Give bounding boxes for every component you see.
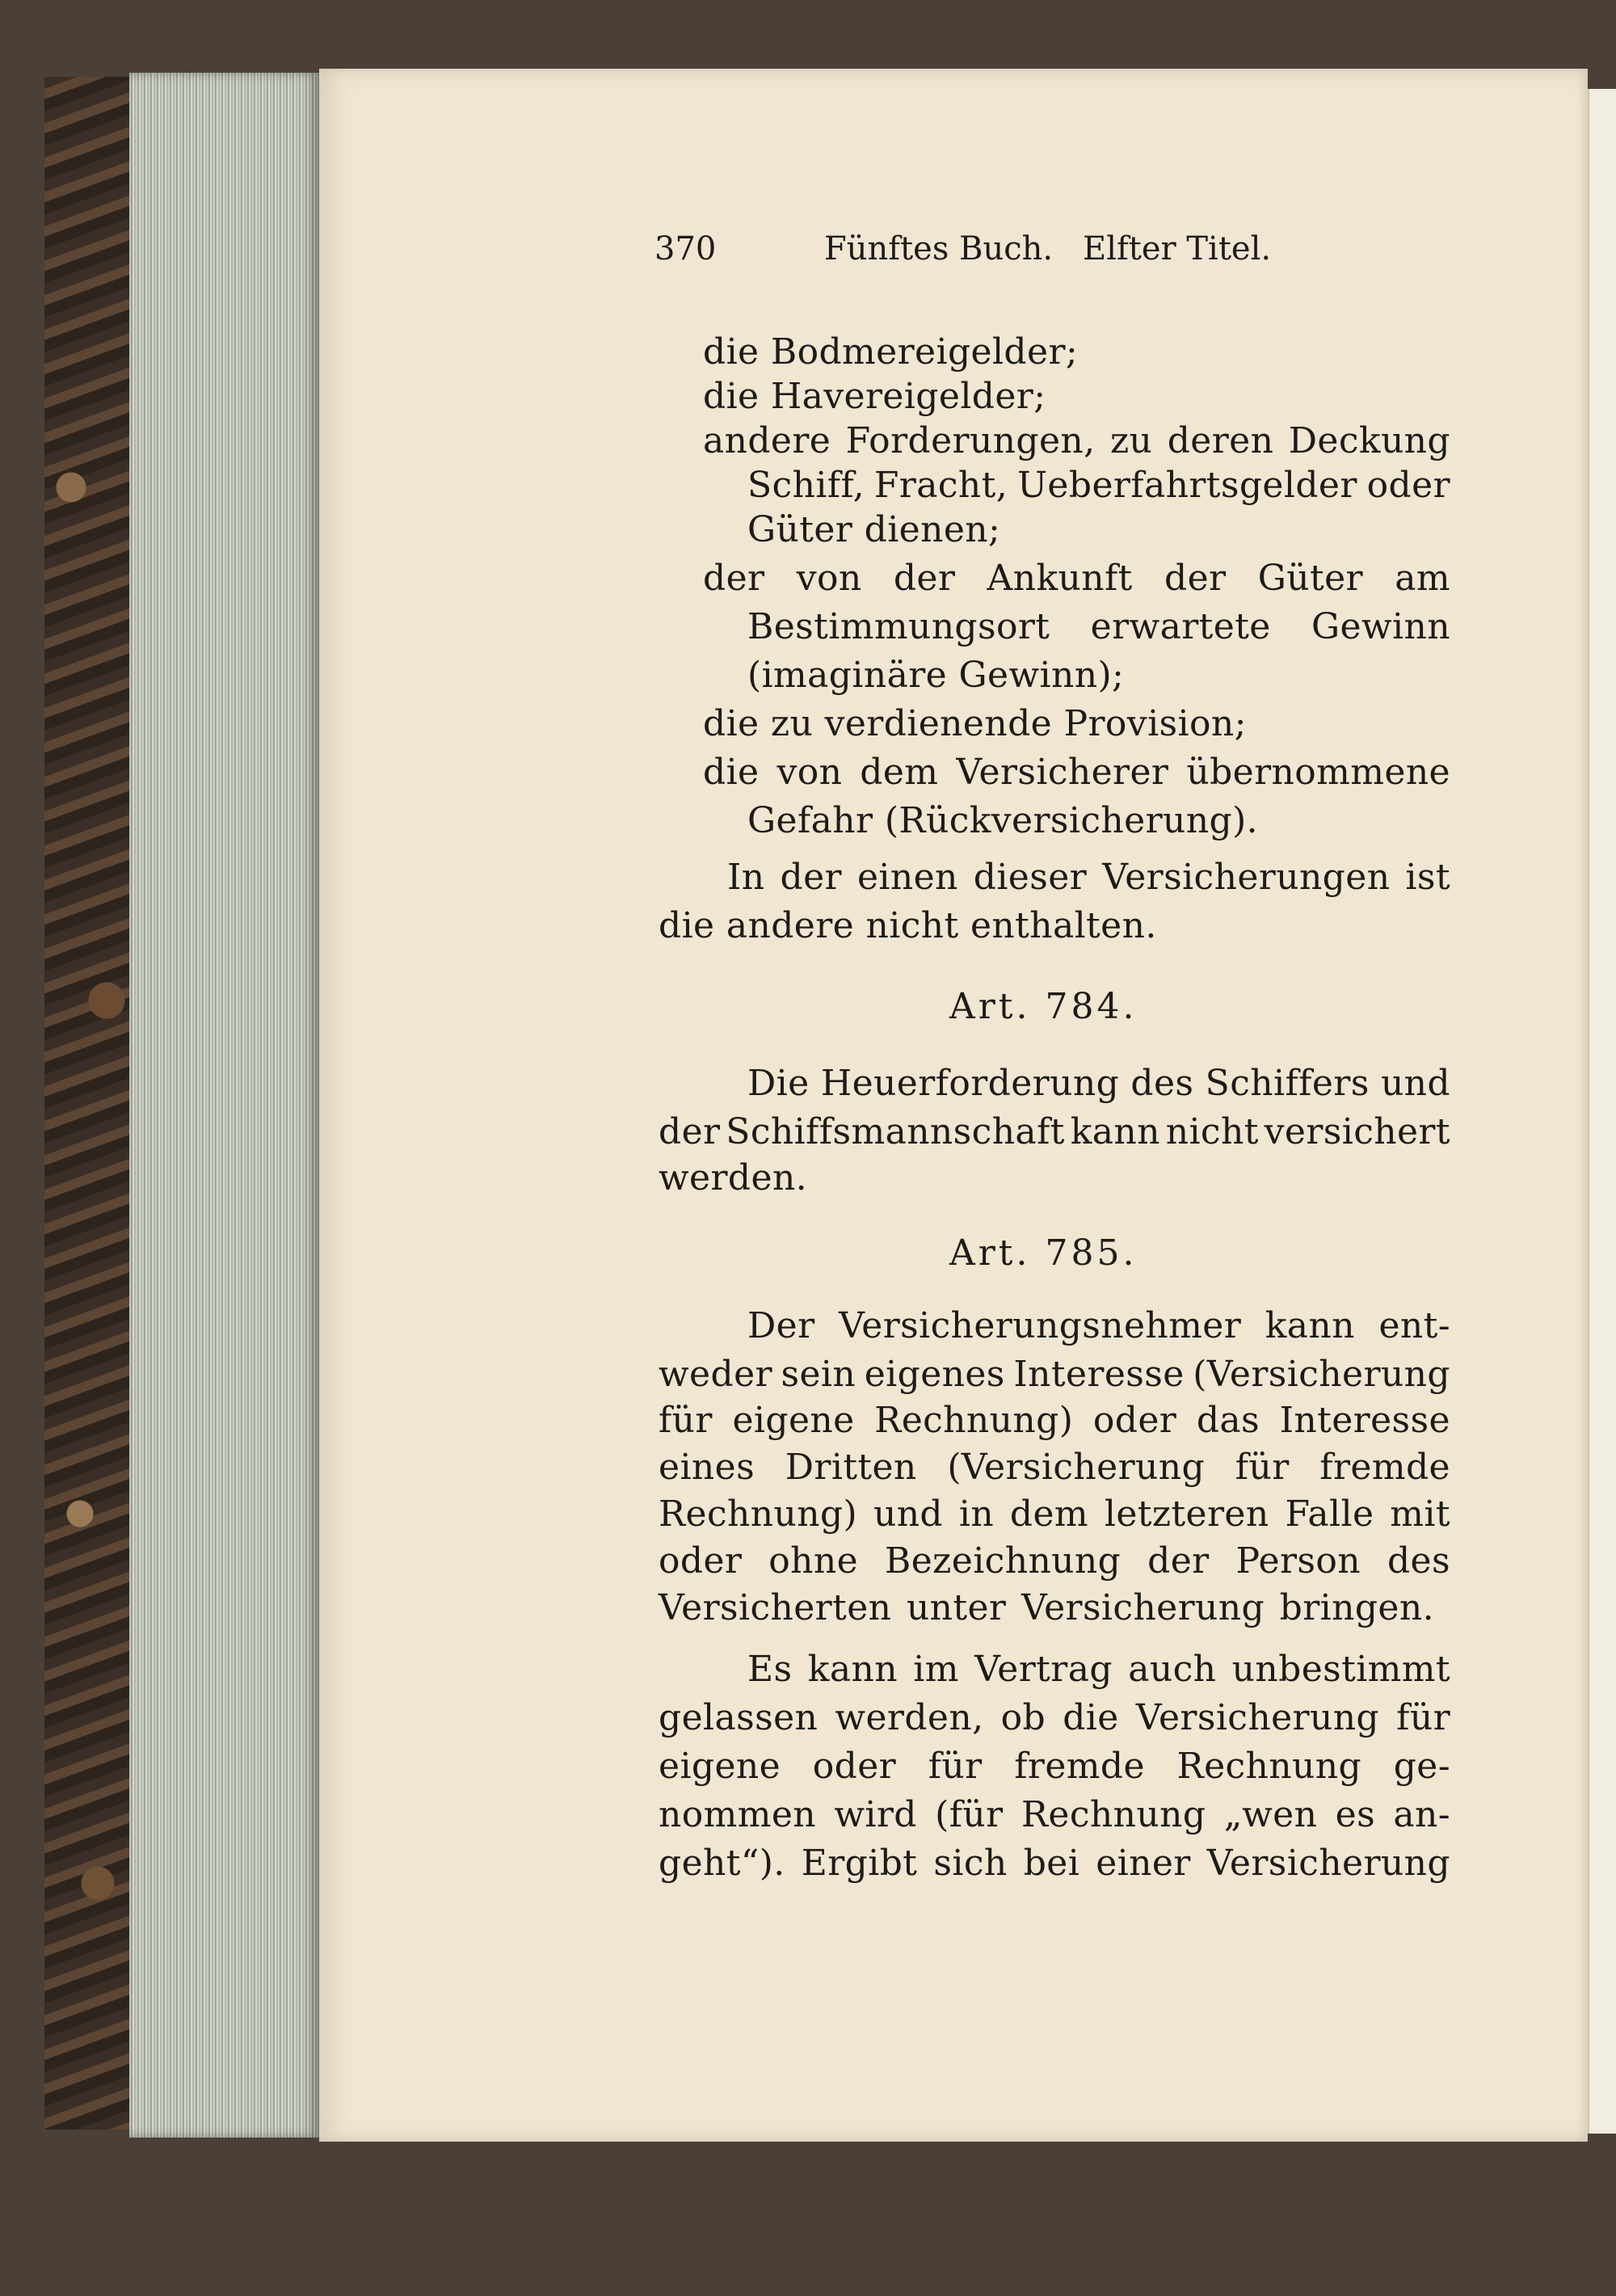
text-line: der Schiffsmannschaft kann nicht versichert: [659, 1111, 1450, 1152]
text-line: Es kann im Vertrag auch unbestimmt: [747, 1649, 1450, 1690]
facing-page-edge: [1588, 89, 1616, 2134]
text-line: Versicherten unter Versicherung bringen.: [659, 1587, 1434, 1628]
text-line: oder ohne Bezeichnung der Person des: [659, 1540, 1450, 1582]
article-heading: Art. 784.: [949, 986, 1138, 1027]
text-line: die zu verdienende Provision;: [703, 703, 1247, 744]
running-title: Fünftes Buch.: [824, 230, 1054, 268]
text-line: Güter dienen;: [747, 509, 1001, 550]
section-title: Elfter Titel.: [1083, 230, 1272, 268]
text-line: die von dem Versicherer übernommene: [703, 752, 1450, 793]
book-cover-marbled: [44, 77, 136, 2130]
page-number: 370: [654, 230, 717, 268]
text-line: werden.: [659, 1157, 808, 1199]
text-line: gelassen werden, ob die Versicherung für: [659, 1697, 1450, 1738]
text-line: (imaginäre Gewinn);: [747, 655, 1125, 696]
text-line: eigene oder für fremde Rechnung ge-: [659, 1746, 1450, 1787]
text-line: In der einen dieser Versicherungen ist: [727, 857, 1450, 898]
text-line: für eigene Rechnung) oder das Interesse: [659, 1400, 1450, 1441]
text-line: eines Dritten (Versicherung für fremde: [659, 1447, 1450, 1488]
text-line: geht“). Ergibt sich bei einer Versicherung: [659, 1843, 1450, 1884]
text-line: weder sein eigenes Interesse (Versicherung: [659, 1354, 1450, 1395]
text-line: Bestimmungsort erwartete Gewinn: [747, 606, 1450, 647]
text-line: Gefahr (Rückversicherung).: [747, 800, 1259, 841]
text-line: Schiff, Fracht, Ueberfahrtsgelder oder: [747, 465, 1450, 506]
text-line: nommen wird (für Rechnung „wen es an-: [659, 1794, 1450, 1835]
text-line: andere Forderungen, zu deren Deckung: [703, 420, 1450, 461]
text-line: Rechnung) und in dem letzteren Falle mit: [659, 1493, 1450, 1535]
text-line: die Havereigelder;: [703, 376, 1046, 417]
text-line: die andere nicht enthalten.: [659, 905, 1157, 946]
article-heading: Art. 785.: [949, 1232, 1138, 1274]
text-line: die Bodmereigelder;: [703, 331, 1079, 373]
page-edges: [129, 73, 319, 2138]
text-line: Der Versicherungsnehmer kann ent-: [747, 1305, 1450, 1346]
text-line: der von der Ankunft der Güter am: [703, 558, 1450, 599]
text-line: Die Heuerforderung des Schiffers und: [747, 1063, 1450, 1104]
